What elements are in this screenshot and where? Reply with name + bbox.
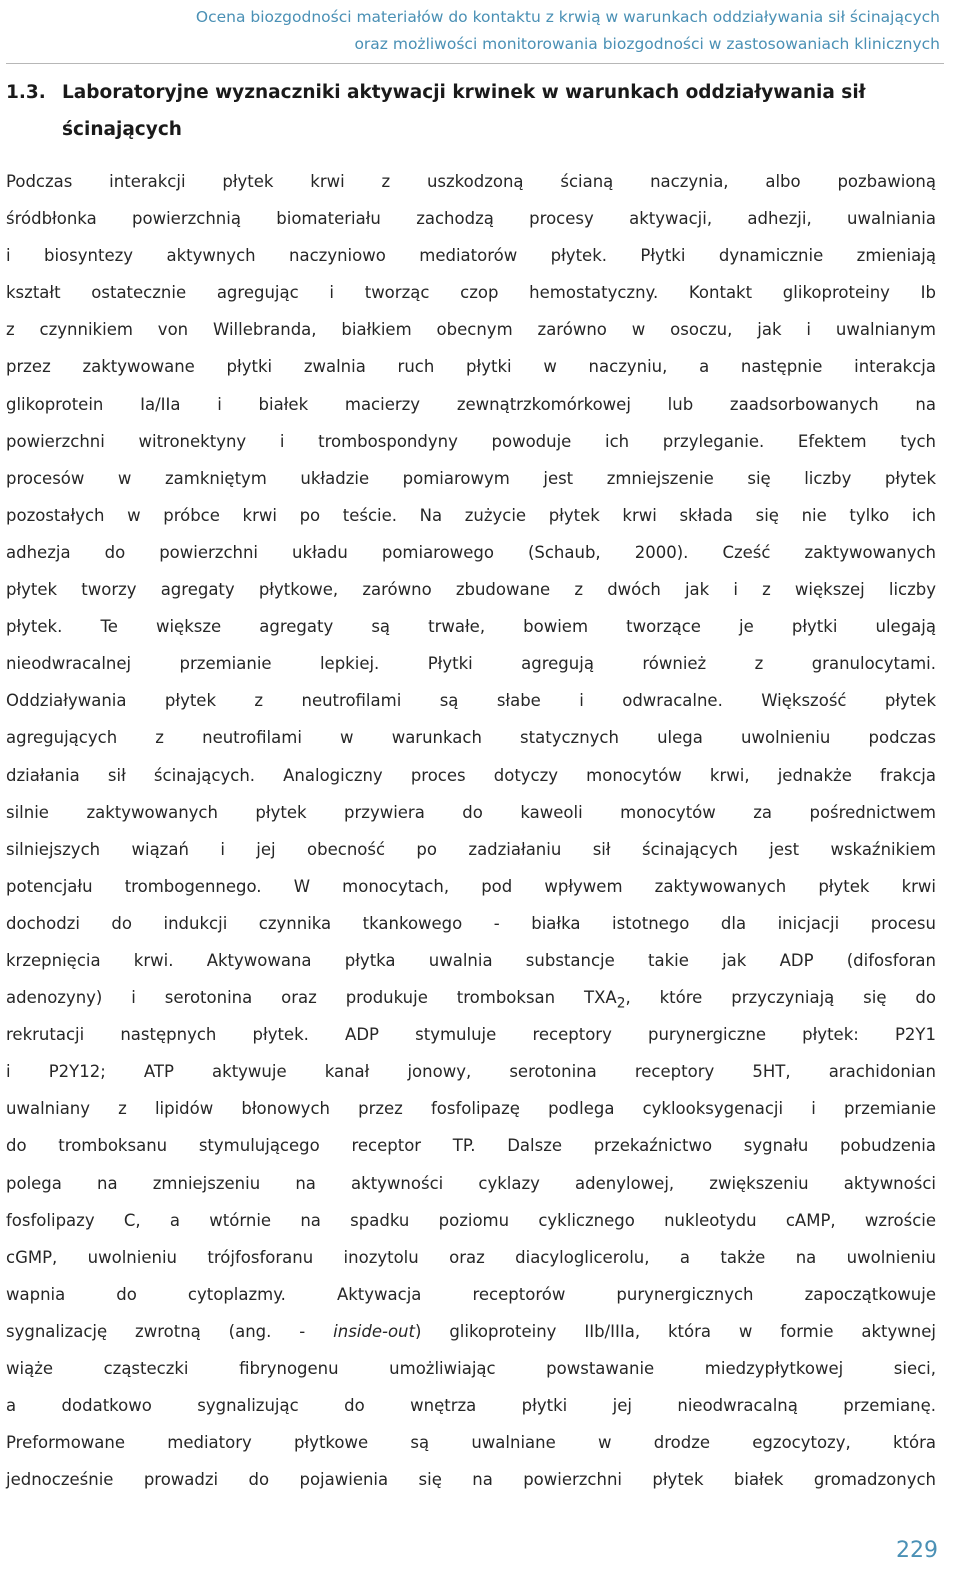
body-line: silniejszych wiązań i jej obecność po zadziałaniu sił ścinających jest wskaźnikiem — [6, 839, 936, 859]
body-line: śródbłonka powierzchnią biomateriału zachodzą procesy aktywacji, adhezji, uwalniania — [6, 209, 936, 229]
body-line: kształt ostatecznie agregując i tworząc czop hemostatyczny. Kontakt glikoproteiny Ib — [6, 283, 936, 303]
body-line: płytek. Te większe agregaty są trwałe, bowiem tworzące je płytki ulegają — [6, 617, 936, 637]
body-line-inside-out — [6, 1313, 936, 1350]
body-line: procesów w zamkniętym układzie pomiarowym jest zmniejszenie się liczby płytek — [6, 468, 936, 488]
txa-subscript: 2 — [616, 995, 626, 1012]
body-line: i P2Y12; ATP aktywuje kanał jonowy, serotonina receptory 5HT, arachidonian — [6, 1062, 936, 1082]
inside-out-term: inside-out — [333, 1321, 415, 1341]
body-line: Preformowane mediatory płytkowe są uwalniane w drodze egzocytozy, która — [6, 1433, 936, 1453]
section-heading — [6, 74, 936, 148]
running-header-line-2: oraz możliwości monitorowania biozgodności w zastosowaniach klinicznych — [354, 35, 940, 53]
body-line: nieodwracalnej przemianie lepkiej. Płytki agregują również z granulocytami. — [6, 654, 936, 674]
section-title-line-1: Laboratoryjne wyznaczniki aktywacji krwinek w warunkach oddziaływania sił — [62, 82, 866, 103]
body-line-inside-out-head: sygnalizację zwrotną (ang. - — [6, 1321, 334, 1341]
body-line: wiąże cząsteczki fibrynogenu umożliwiając powstawanie miedzypłytkowej sieci, — [6, 1359, 936, 1378]
body-line: uwalniany z lipidów błonowych przez fosfolipazę podlega cyklooksygenacji i przemianie — [6, 1099, 936, 1119]
body-line-txa-tail: , które przyczyniają się do — [625, 988, 936, 1008]
body-line: a dodatkowo sygnalizując do wnętrza płytki jej nieodwracalną przemianę. — [6, 1396, 936, 1416]
section-number: 1.3. — [6, 82, 46, 103]
body-line: płytek tworzy agregaty płytkowe, zarówno zbudowane z dwóch jak i z większej liczby — [6, 580, 936, 600]
body-line: do tromboksanu stymulującego receptor TP. Dalsze przekaźnictwo sygnału pobudzenia — [6, 1136, 936, 1156]
body-line: rekrutacji następnych płytek. ADP stymuluje receptory purynergiczne płytek: P2Y1 — [6, 1025, 936, 1045]
body-line: pozostałych w próbce krwi po teście. Na zużycie płytek krwi składa się nie tylko ich — [6, 505, 936, 525]
body-line: dochodzi do indukcji czynnika tkankowego - białka istotnego dla inicjacji procesu — [6, 913, 936, 933]
running-header-line-1: Ocena biozgodności materiałów do kontaktu z krwią w warunkach oddziaływania sił ścinających — [195, 8, 940, 26]
header-divider — [6, 63, 944, 64]
running-header — [40, 4, 940, 58]
body-line: powierzchni witronektyny i trombospondyny powoduje ich przyleganie. Efektem tych — [6, 431, 936, 451]
body-line: fosfolipazy C, a wtórnie na spadku poziomu cyklicznego nukleotydu cAMP, wzroście — [6, 1210, 936, 1230]
body-line: glikoprotein Ia/IIa i białek macierzy zewnątrzkomórkowej lub zaadsorbowanych na — [6, 394, 936, 414]
body-line: jednocześnie prowadzi do pojawienia się na powierzchni płytek białek gromadzonych — [6, 1470, 936, 1490]
body-line: z czynnikiem von Willebranda, białkiem obecnym zarówno w osoczu, jak i uwalnianym — [6, 320, 936, 340]
body-line: wapnia do cytoplazmy. Aktywacja receptorów purynergicznych zapoczątkowuje — [6, 1284, 936, 1304]
body-line: adhezja do powierzchni układu pomiarowego (Schaub, 2000). Cześć zaktywowanych — [6, 542, 936, 562]
body-line-inside-out-tail: ) glikoproteiny IIb/IIIa, która w formie aktywnej — [414, 1321, 936, 1341]
body-line: agregujących z neutrofilami w warunkach statycznych ulega uwolnieniu podczas — [6, 728, 936, 748]
body-line-txa-head: adenozyny) i serotonina oraz produkuje tromboksan TXA — [6, 988, 617, 1008]
body-line: Oddziaływania płytek z neutrofilami są słabe i odwracalne. Większość płytek — [6, 691, 936, 711]
body-line: i biosyntezy aktywnych naczyniowo mediatorów płytek. Płytki dynamicznie zmieniają — [6, 246, 936, 266]
body-line: działania sił ścinających. Analogiczny proces dotyczy monocytów krwi, jednakże frakcja — [6, 765, 936, 785]
body-line: potencjału trombogennego. W monocytach, pod wpływem zaktywowanych płytek krwi — [6, 876, 936, 896]
body-paragraph — [6, 163, 936, 1498]
body-line: cGMP, uwolnieniu trójfosforanu inozytolu oraz diacyloglicerolu, a także na uwolnieniu — [6, 1247, 936, 1267]
body-line: krzepnięcia krwi. Aktywowana płytka uwalnia substancje takie jak ADP (difosforan — [6, 950, 936, 970]
body-line: silnie zaktywowanych płytek przywiera do kaweoli monocytów za pośrednictwem — [6, 802, 936, 822]
body-line: przez zaktywowane płytki zwalnia ruch płytki w naczyniu, a następnie interakcja — [6, 357, 936, 377]
section-title-line-2: ścinających — [62, 119, 182, 140]
body-line: Podczas interakcji płytek krwi z uszkodzoną ścianą naczynia, albo pozbawioną — [6, 172, 936, 191]
page-number: 229 — [896, 1538, 938, 1563]
body-line: polega na zmniejszeniu na aktywności cyklazy adenylowej, zwiększeniu aktywności — [6, 1173, 936, 1193]
body-line-txa — [6, 979, 936, 1016]
